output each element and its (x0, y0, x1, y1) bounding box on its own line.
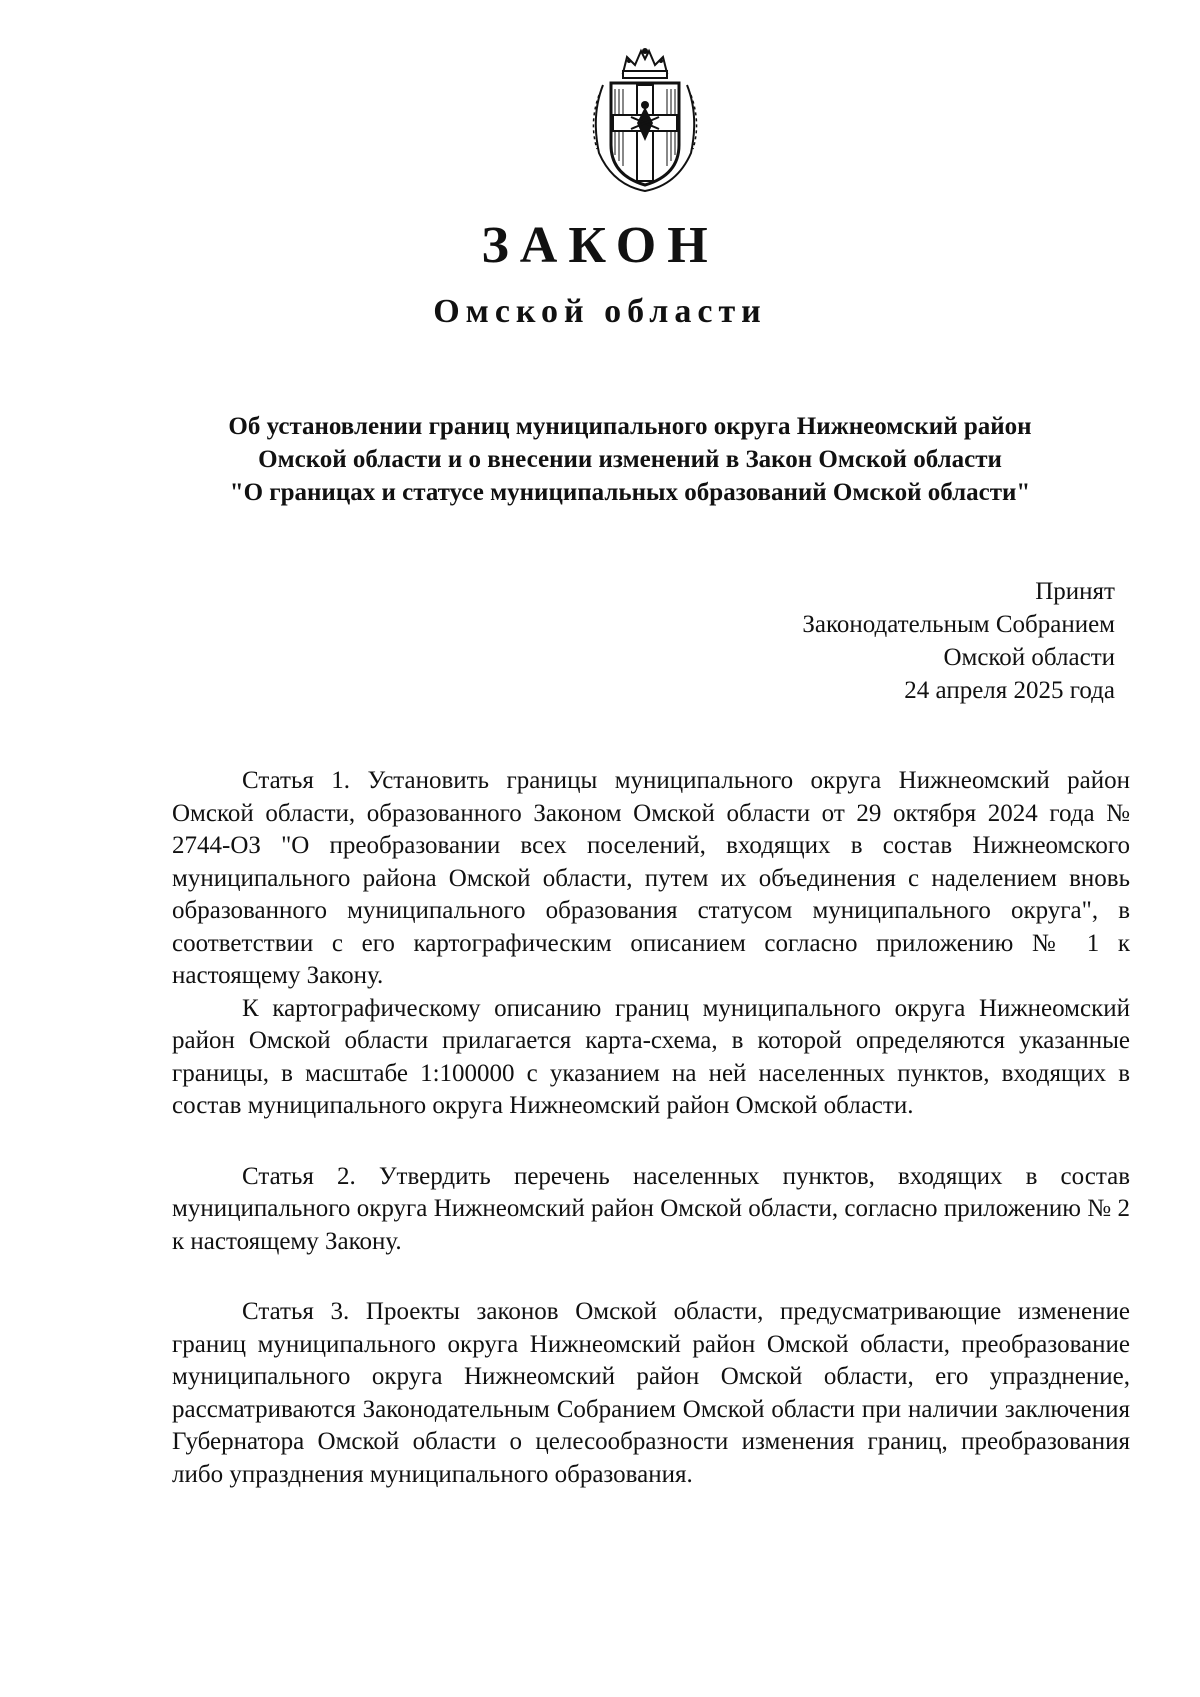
law-title-line: Об установлении границ муниципального округа Нижнеомский район (228, 413, 1032, 440)
law-title-line: Омской области и о внесении изменений в Закон Омской области (258, 446, 1002, 473)
region-heading: Омской области (433, 293, 767, 330)
adoption-block (802, 575, 1115, 707)
document-type-heading: ЗАКОН (481, 217, 719, 274)
article-2: Статья 2. Утвердить перечень населенных пунктов, входящих в состав муниципального округа Нижнеомский район Омской области, согласно приложению № 2 к настоящему Закону. (172, 1162, 1130, 1255)
article-1-paragraph-2: К картографическому описанию границ муниципального округа Нижнеомский район Омской области прилагается карта-схема, в которой определяются указанные границы, в масштабе 1:100000 с указанием на ней населенных пунктов, входящих в состав муниципального округа Нижнеомский район Омской области. (172, 994, 1130, 1119)
articles-body (172, 765, 1130, 1491)
article-3: Статья 3. Проекты законов Омской области, предусматривающие изменение границ муниципального округа Нижнеомский район Омской области, преобразование муниципального округа Нижнеомский район Омской области, его упразднение, рассматриваются Законодательным Собранием Омской области при наличии заключения Губернатора Омской области о целесообразности изменения границ, преобразования либо упразднения муниципального образования. (172, 1298, 1130, 1488)
spacer (172, 1258, 1130, 1296)
adoption-line: Принят (1035, 578, 1115, 605)
law-title-line: "О границах и статусе муниципальных образований Омской области" (229, 479, 1031, 506)
article-1: Статья 1. Установить границы муниципального округа Нижнеомский район Омской области, образованного Законом Омской области от 29 октября 2024 года № 2744-ОЗ "О преобразовании всех поселений, входящих в состав Нижнеомского муниципального района Омской области, путем их объединения с наделением вновь образованного муниципального образования статусом муниципального округа", в соответствии с его картографическим описанием согласно приложению № 1 к настоящему Закону. (172, 767, 1130, 989)
adoption-date: 24 апреля 2025 года (904, 677, 1115, 704)
adoption-line: Законодательным Собранием (802, 611, 1115, 638)
coat-of-arms-icon (585, 45, 705, 195)
adoption-line: Омской области (943, 644, 1115, 671)
spacer (172, 1123, 1130, 1161)
law-title (150, 410, 1110, 509)
